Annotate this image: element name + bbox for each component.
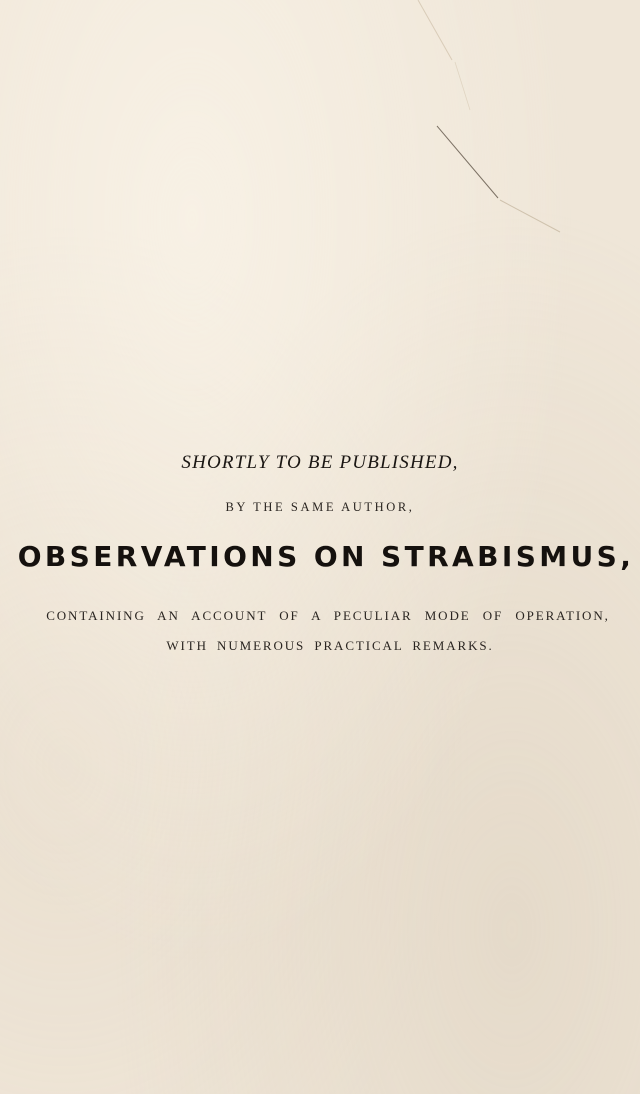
subtitle-line-2: WITH NUMEROUS PRACTICAL REMARKS. [166,638,494,653]
book-title: OBSERVATIONS ON STRABISMUS, [17,540,635,573]
subtitle-line-1: CONTAINING AN ACCOUNT OF A PECULIAR MODE OF OPERATION, [46,608,610,623]
author-byline: BY THE SAME AUTHOR, [225,500,415,514]
announcement-heading: SHORTLY TO BE PUBLISHED, [181,452,459,473]
paper-crease-mark [0,0,640,260]
